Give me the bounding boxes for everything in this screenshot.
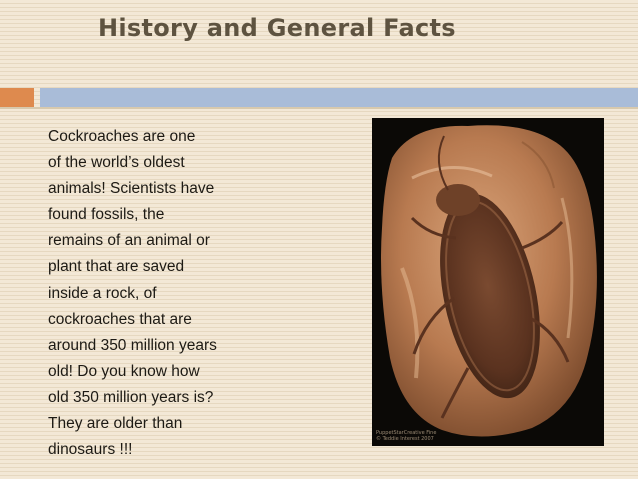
title-divider <box>0 107 638 109</box>
cockroach-fossil-icon <box>372 118 604 446</box>
title-accent-blue <box>40 88 638 107</box>
title-accent-orange <box>0 88 34 107</box>
slide-body-text: Cockroaches are one of the world’s oldest animals! Scientists have found fossils, the remains of an animal or plant that are saved inside a rock, of cockroaches that are around 350 million years old! Do you know how old 350 million years is? They are older than dinosaurs !!! <box>48 128 217 459</box>
slide-title: History and General Facts <box>98 14 456 42</box>
fossil-photo <box>372 118 604 446</box>
photo-watermark: PuppetStarCreative Fine © Teddie Interest 2007 <box>376 430 437 442</box>
